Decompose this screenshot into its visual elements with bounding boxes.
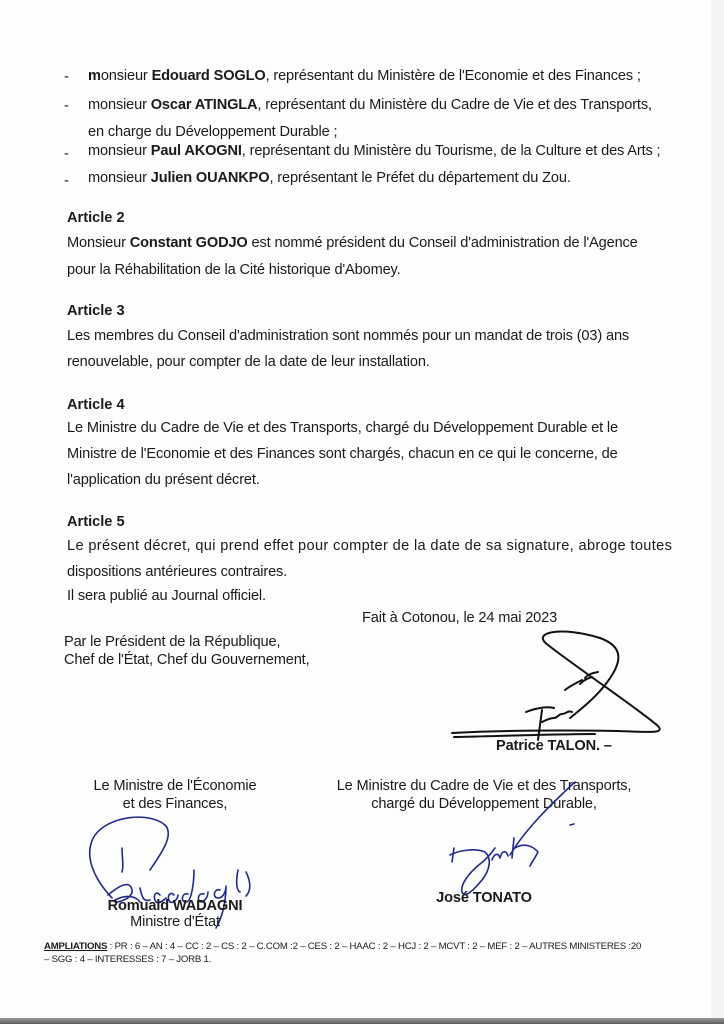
article-text: Monsieur Constant GODJO est nommé président du Conseil d'administration de l'Agence xyxy=(67,235,638,251)
article-heading: Article 3 xyxy=(67,303,125,319)
article-text: l'application du présent décret. xyxy=(67,472,260,488)
list-bullet: - xyxy=(64,69,69,85)
article-text: Il sera publié au Journal officiel. xyxy=(67,588,266,604)
article-heading: Article 4 xyxy=(67,397,125,413)
article-text: pour la Réhabilitation de la Cité historique d'Abomey. xyxy=(67,262,401,278)
signatory-subtitle: Ministre d'État xyxy=(130,914,220,930)
list-bullet: - xyxy=(64,98,69,114)
page-edge-bottom xyxy=(0,1018,724,1024)
list-bullet: - xyxy=(64,173,69,189)
president-title-line1: Par le Président de la République, xyxy=(64,634,281,650)
list-item: monsieur Paul AKOGNI, représentant du Ministère du Tourisme, de la Culture et des Arts ; xyxy=(88,143,661,159)
article-text: Ministre de l'Economie et des Finances sont chargés, chacun en ce qui le concerne, de xyxy=(67,446,618,462)
representative-name: Oscar ATINGLA xyxy=(150,97,258,113)
representative-name: Paul AKOGNI xyxy=(150,143,242,159)
signatory-title-line2: chargé du Développement Durable, xyxy=(371,796,597,812)
list-item: monsieur Edouard SOGLO, représentant du Ministère de l'Economie et des Finances ; xyxy=(88,68,641,84)
list-item: monsieur Oscar ATINGLA, représentant du Ministère du Cadre de Vie et des Transports, xyxy=(88,97,652,113)
ampliations-line1: AMPLIATIONS : PR : 6 – AN : 4 – CC : 2 – CS : 2 – C.COM :2 – CES : 2 – HAAC : 2 – HCJ : 2 – MCVT : 2 – MEF : 2 – AUTRES MINISTERES :20 xyxy=(44,941,642,952)
signatory-title-line1: Le Ministre du Cadre de Vie et des Transports, xyxy=(336,778,632,794)
signatory-name: Romuald WADAGNI xyxy=(107,898,243,914)
signatory-name: José TONATO xyxy=(436,890,532,906)
article-heading: Article 2 xyxy=(67,210,125,226)
article-heading: Article 5 xyxy=(67,514,125,530)
signatory-title-line1: Le Ministre de l'Économie xyxy=(93,778,257,794)
representative-name: Julien OUANKPO xyxy=(150,170,270,186)
list-bullet: - xyxy=(64,146,69,162)
ampliations-label: AMPLIATIONS xyxy=(44,941,108,952)
ampliations-line2: – SGG : 4 – INTERESSES : 7 – JORB 1. xyxy=(44,954,212,965)
signatory-title-line2: et des Finances, xyxy=(122,796,228,812)
president-name: Patrice TALON. – xyxy=(496,738,612,754)
page-edge-right xyxy=(711,0,724,1018)
list-item: monsieur Julien OUANKPO, représentant le Préfet du département du Zou. xyxy=(88,170,571,186)
article-text: Le présent décret, qui prend effet pour compter de la date de sa signature, abroge toutes xyxy=(67,538,673,554)
place-date: Fait à Cotonou, le 24 mai 2023 xyxy=(362,610,558,626)
article-text: dispositions antérieures contraires. xyxy=(67,564,288,580)
list-item-continuation: en charge du Développement Durable ; xyxy=(88,124,338,140)
president-name: Constant GODJO xyxy=(129,235,248,251)
president-title-line2: Chef de l'État, Chef du Gouvernement, xyxy=(64,652,310,668)
article-text: Le Ministre du Cadre de Vie et des Transports, chargé du Développement Durable et le xyxy=(67,420,618,436)
article-text: renouvelable, pour compter de la date de leur installation. xyxy=(67,354,430,370)
article-text: Les membres du Conseil d'administration sont nommés pour un mandat de trois (03) ans xyxy=(67,328,630,344)
representative-name: Edouard SOGLO xyxy=(151,68,266,84)
